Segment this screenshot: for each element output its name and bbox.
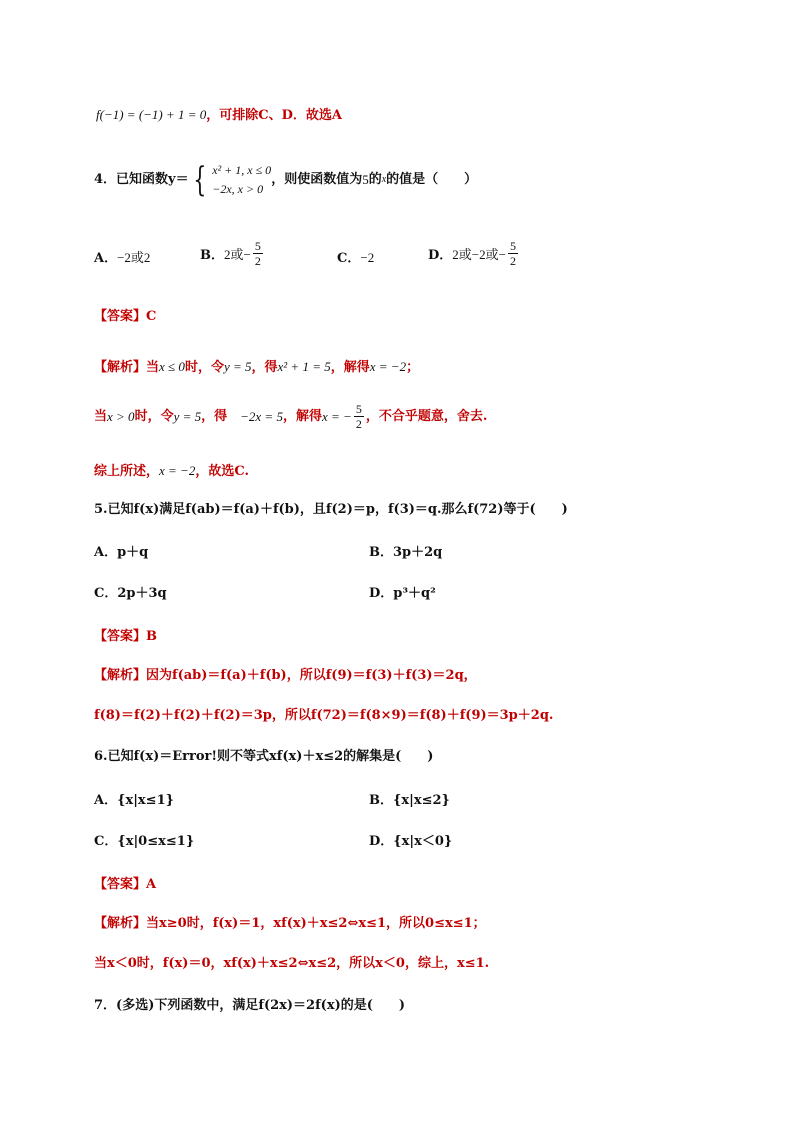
q4-option-c	[337, 247, 374, 266]
q4-a2-den: 2	[355, 417, 362, 431]
q4-suffix: 的值是（ ）	[386, 172, 478, 187]
q4-a3-b: ，故选C.	[195, 464, 249, 479]
q4-case1: x² + 1, x ≤ 0	[212, 163, 272, 177]
q4-option-d-num: 5	[509, 239, 516, 253]
q4-option-b-text: 2或−	[224, 247, 251, 262]
q4-a1-a: 当	[146, 360, 160, 375]
q5-answer: 【答案】B	[94, 629, 157, 644]
q4-a2-c: ，得	[201, 408, 241, 424]
q4-brace: {	[192, 160, 206, 200]
q4-a1-d: ，解得	[330, 360, 370, 375]
q4-option-b-den: 2	[254, 254, 261, 268]
q4-a1-m4: x = −2	[369, 359, 407, 374]
q4-option-a-label: A．	[94, 251, 118, 266]
q4-a1-e: ；	[406, 360, 420, 375]
q4-a1-b: 时，令	[184, 360, 224, 375]
q4-prefix: 4．已知函数y＝	[94, 172, 189, 187]
q4-piecewise	[189, 161, 272, 199]
q4-a1-m1: x ≤ 0	[159, 359, 185, 374]
q4-a2-m1: x > 0	[107, 408, 135, 424]
q4-analysis-3	[94, 462, 249, 481]
q4-a1-m3: x² + 1 = 5	[277, 359, 331, 374]
q4-a2-d: ，解得	[282, 408, 322, 424]
q4-a2-m3: −2x = 5	[240, 408, 283, 424]
q4-option-c-label: C．	[337, 251, 361, 266]
q4-a2-m4: x = −	[321, 408, 352, 424]
q4-case2: −2x, x > 0	[212, 182, 264, 196]
q4-answer: 【答案】C	[94, 309, 157, 324]
q4-a2-num: 5	[355, 402, 362, 416]
q5-stem: 5.已知f(x)满足f(ab)＝f(a)＋f(b)，且f(2)＝p，f(3)＝q.那么f(72)等于( )	[94, 502, 568, 517]
q5-option-c: C．2p＋3q	[94, 586, 167, 601]
q4-analysis-2	[94, 402, 487, 431]
q7-stem: 7．(多选)下列函数中，满足f(2x)＝2f(x)的是( )	[94, 998, 406, 1013]
q6-answer: 【答案】A	[94, 877, 157, 892]
q4-option-d-den: 2	[509, 254, 516, 268]
q4-a3-m: x = −2	[159, 463, 196, 478]
q3-tail-text: ，可排除C、D．故选A	[206, 108, 343, 123]
q4-analysis-label: 【解析】	[94, 360, 147, 375]
q4-option-b-label: B．	[200, 248, 224, 263]
q4-option-d	[428, 239, 520, 268]
q5-option-a: A．p＋q	[94, 545, 149, 560]
q4-option-b-num: 5	[254, 239, 261, 253]
q5-option-d: D．p³＋q²	[369, 586, 436, 601]
q4-a2-e: ，不合乎题意，舍去.	[365, 408, 488, 424]
q6-option-a: A．{x|x≤1}	[94, 793, 174, 808]
q4-var: x	[381, 174, 387, 185]
q4-a1-c: ，得	[251, 360, 278, 375]
q6-stem: 6.已知f(x)＝Error!则不等式xf(x)＋x≤2的解集是( )	[94, 749, 434, 764]
q3-tail-math: f(−1) = (−1) + 1 = 0	[96, 107, 207, 122]
q5-analysis-2: f(8)＝f(2)＋f(2)＋f(2)＝3p，所以f(72)＝f(8×9)＝f(8)＋f(9)＝3p＋2q.	[94, 708, 554, 723]
q4-option-d-text: 2或−2或−	[452, 247, 506, 262]
q4-option-a-text: −2或2	[117, 250, 151, 265]
q4-a2-a: 当	[94, 408, 108, 424]
q4-a2-m2: y = 5	[173, 408, 202, 424]
q5-analysis-1: 【解析】因为f(ab)＝f(a)＋f(b)，所以f(9)＝f(3)＋f(3)＝2q，	[94, 668, 477, 683]
q4-a3-a: 综上所述，	[94, 464, 160, 479]
q6-option-d: D．{x|x＜0}	[369, 834, 453, 849]
q4-option-d-label: D．	[428, 248, 453, 263]
q4-option-b	[200, 239, 265, 268]
q4-option-a	[94, 247, 150, 266]
q6-analysis-1: 【解析】当x≥0时，f(x)＝1，xf(x)＋x≤2⇔x≤1，所以0≤x≤1；	[94, 916, 486, 931]
q4-option-c-text: −2	[360, 250, 375, 265]
q6-option-c: C．{x|0≤x≤1}	[94, 834, 195, 849]
q6-option-b: B．{x|x≤2}	[369, 793, 450, 808]
q4-a2-b: 时，令	[134, 408, 174, 424]
q3-tail-line	[96, 106, 342, 125]
q4-analysis-1	[94, 358, 419, 377]
q6-analysis-2: 当x＜0时，f(x)＝0，xf(x)＋x≤2⇔x≤2，所以x＜0，综上，x≤1.	[94, 956, 490, 971]
q4-a1-m2: y = 5	[223, 359, 252, 374]
q4-stem	[94, 160, 477, 200]
q5-option-b: B．3p＋2q	[369, 545, 443, 560]
q4-mid: ，则使函数值为	[271, 172, 363, 187]
q4-mid2: 的	[368, 172, 382, 187]
q4-val: 5	[362, 172, 369, 187]
